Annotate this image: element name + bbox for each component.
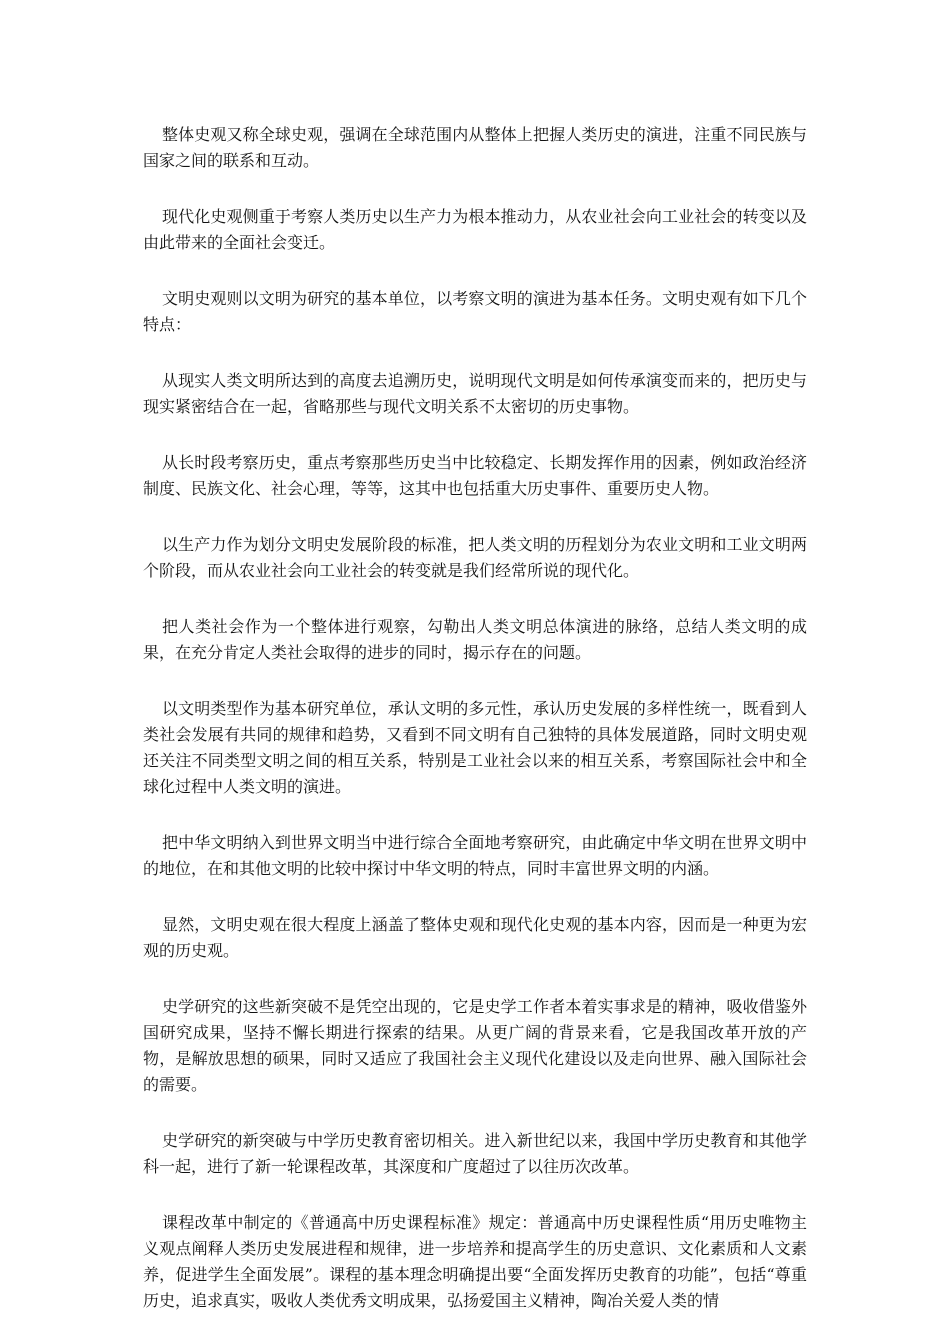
paragraph-5: 从长时段考察历史，重点考察那些历史当中比较稳定、长期发挥作用的因素，例如政治经济制度、民族文化、社会心理，等等，这其中也包括重大历史事件、重要历史人物。	[143, 453, 807, 498]
paragraph-8: 以文明类型作为基本研究单位，承认文明的多元性，承认历史发展的多样性统一，既看到人类社会发展有共同的规律和趋势，又看到不同文明有自己独特的具体发展道路，同时文明史观还关注不同类型文明之间的相互关系，特别是工业社会以来的相互关系，考察国际社会中和全球化过程中人类文明的演进。	[143, 699, 807, 796]
paragraph-6: 以生产力作为划分文明史发展阶段的标准，把人类文明的历程划分为农业文明和工业文明两个阶段，而从农业社会向工业社会的转变就是我们经常所说的现代化。	[143, 535, 807, 580]
paragraph-11: 史学研究的这些新突破不是凭空出现的，它是史学工作者本着实事求是的精神，吸收借鉴外国研究成果，坚持不懈长期进行探索的结果。从更广阔的背景来看，它是我国改革开放的产物，是解放思想的硕果，同时又适应了我国社会主义现代化建设以及走向世界、融入国际社会的需要。	[143, 997, 807, 1094]
paragraph-12: 史学研究的新突破与中学历史教育密切相关。进入新世纪以来，我国中学历史教育和其他学科一起，进行了新一轮课程改革，其深度和广度超过了以往历次改革。	[143, 1131, 807, 1176]
paragraph-2: 现代化史观侧重于考察人类历史以生产力为根本推动力，从农业社会向工业社会的转变以及由此带来的全面社会变迁。	[143, 207, 807, 252]
paragraph-3: 文明史观则以文明为研究的基本单位，以考察文明的演进为基本任务。文明史观有如下几个特点：	[143, 289, 807, 334]
paragraph-13: 课程改革中制定的《普通高中历史课程标准》规定：普通高中历史课程性质“用历史唯物主义观点阐释人类历史发展进程和规律，进一步培养和提高学生的历史意识、文化素质和人文素养，促进学生全面发展”。课程的基本理念明确提出要“全面发挥历史教育的功能”，包括“尊重历史，追求真实，吸收人类优秀文明成果，弘扬爱国主义精神，陶冶关爱人类的情	[143, 1213, 807, 1310]
paragraph-10: 显然，文明史观在很大程度上涵盖了整体史观和现代化史观的基本内容，因而是一种更为宏观的历史观。	[143, 915, 807, 960]
paragraph-9: 把中华文明纳入到世界文明当中进行综合全面地考察研究，由此确定中华文明在世界文明中的地位，在和其他文明的比较中探讨中华文明的特点，同时丰富世界文明的内涵。	[143, 833, 807, 878]
paragraph-7: 把人类社会作为一个整体进行观察，勾勒出人类文明总体演进的脉络，总结人类文明的成果，在充分肯定人类社会取得的进步的同时，揭示存在的问题。	[143, 617, 807, 662]
paragraph-1: 整体史观又称全球史观，强调在全球范围内从整体上把握人类历史的演进，注重不同民族与国家之间的联系和互动。	[143, 125, 807, 170]
paragraph-4: 从现实人类文明所达到的高度去追溯历史，说明现代文明是如何传承演变而来的，把历史与现实紧密结合在一起，省略那些与现代文明关系不太密切的历史事物。	[143, 371, 807, 416]
document-body	[143, 122, 807, 1344]
